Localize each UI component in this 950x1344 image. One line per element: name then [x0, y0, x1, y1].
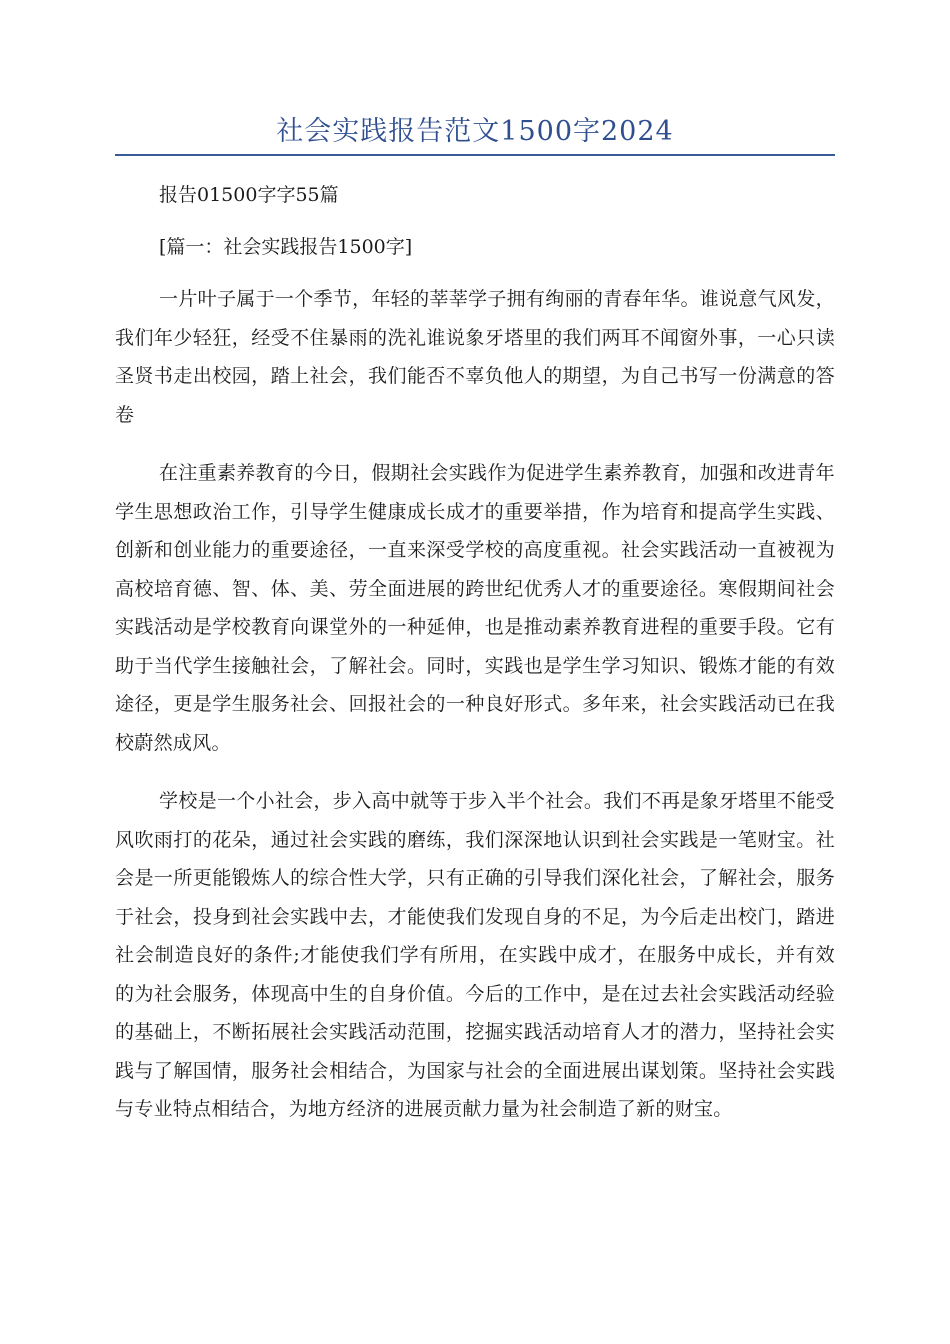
document-body — [115, 176, 835, 1149]
paragraph: 一片叶子属于一个季节，年轻的莘莘学子拥有绚丽的青春年华。谁说意气风发，我们年少轻狂，经受不住暴雨的洗礼谁说象牙塔里的我们两耳不闻窗外事，一心只读圣贤书走出校园，踏上社会，我们能否不辜负他人的期望，为自己书写一份满意的答卷 — [115, 288, 835, 426]
document-subtitle: 报告01500字字55篇 — [159, 184, 339, 206]
paragraph: 学校是一个小社会，步入高中就等于步入半个社会。我们不再是象牙塔里不能受风吹雨打的花朵，通过社会实践的磨练，我们深深地认识到社会实践是一笔财宝。社会是一所更能锻炼人的综合性大学，只有正确的引导我们深化社会，了解社会，服务于社会，投身到社会实践中去，才能使我们发现自身的不足，为今后走出校门，踏进社会制造良好的条件;才能使我们学有所用，在实践中成才，在服务中成长，并有效的为社会服务，体现高中生的自身价值。今后的工作中，是在过去社会实践活动经验的基础上，不断拓展社会实践活动范围，挖掘实践活动培育人才的潜力，坚持社会实践与了解国情，服务社会相结合，为国家与社会的全面进展出谋划策。坚持社会实践与专业特点相结合，为地方经济的进展贡献力量为社会制造了新的财宝。 — [115, 790, 835, 1120]
document-title: 社会实践报告范文1500字2024 — [276, 116, 674, 147]
title-underline — [115, 154, 835, 156]
section-heading: [篇一：社会实践报告1500字] — [159, 236, 413, 258]
paragraph: 在注重素养教育的今日，假期社会实践作为促进学生素养教育，加强和改进青年学生思想政治工作，引导学生健康成长成才的重要举措，作为培育和提高学生实践、创新和创业能力的重要途径，一直来深受学校的高度重视。社会实践活动一直被视为高校培育德、智、体、美、劳全面进展的跨世纪优秀人才的重要途径。寒假期间社会实践活动是学校教育向课堂外的一种延伸，也是推动素养教育进程的重要手段。它有助于当代学生接触社会，了解社会。同时，实践也是学生学习知识、锻炼才能的有效途径，更是学生服务社会、回报社会的一种良好形式。多年来，社会实践活动已在我校蔚然成风。 — [115, 462, 835, 754]
